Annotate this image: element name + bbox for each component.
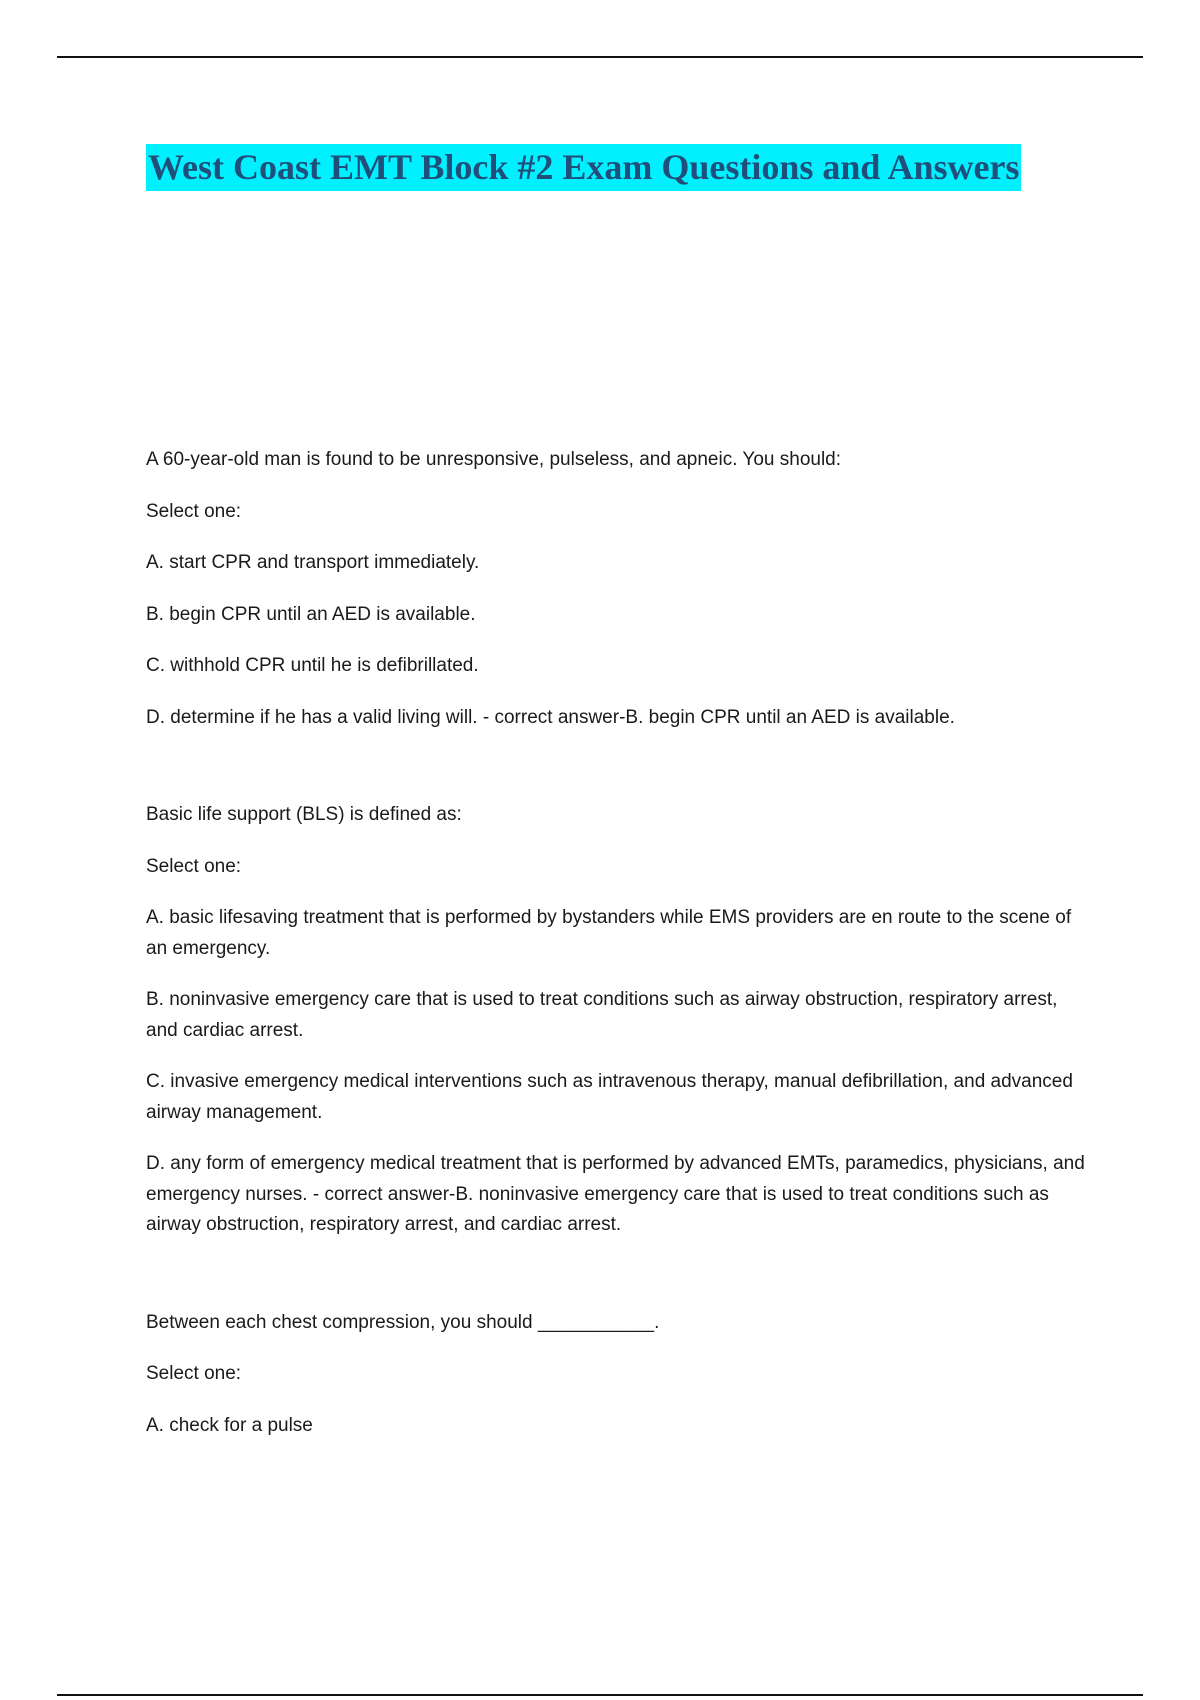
question-prompt: Between each chest compression, you should ___________. (146, 1311, 660, 1333)
question-prompt: Basic life support (BLS) is defined as: (146, 804, 462, 825)
question-list (146, 445, 1086, 1441)
answer-option: C. withhold CPR until he is defibrillated. (146, 655, 479, 676)
answer-option: A. check for a pulse (146, 1414, 313, 1436)
answer-option: C. invasive emergency medical interventions such as intravenous therapy, manual defibrillation, and advanced airway management. (146, 1071, 1073, 1123)
question-instruction: Select one: (146, 500, 242, 522)
answer-option-with-key: D. determine if he has a valid living will. - correct answer-B. begin CPR until an AED is available. (146, 706, 955, 728)
header-rule (57, 56, 1143, 58)
answer-option: B. begin CPR until an AED is available. (146, 603, 476, 625)
answer-option: A. basic lifesaving treatment that is performed by bystanders while EMS providers are en route to the scene of an emergency. (146, 907, 1072, 959)
question-2 (146, 800, 1086, 1241)
question-3 (146, 1308, 1086, 1442)
question-1 (146, 445, 1086, 733)
question-prompt: A 60-year-old man is found to be unresponsive, pulseless, and apneic. You should: (146, 449, 842, 470)
answer-option: A. start CPR and transport immediately. (146, 552, 480, 573)
question-instruction: Select one: (146, 1363, 242, 1384)
question-instruction: Select one: (146, 855, 242, 877)
answer-option: B. noninvasive emergency care that is used to treat conditions such as airway obstruction, respiratory arrest, and cardiac arrest. (146, 989, 1058, 1041)
footer-rule (57, 1694, 1143, 1696)
answer-option-with-key: D. any form of emergency medical treatment that is performed by advanced EMTs, paramedics, physicians, and emergency nurses. - correct answer-B. noninvasive emergency care that is used to treat conditions such as airway obstruction, respiratory arrest, and cardiac arrest. (146, 1153, 1085, 1235)
document-title: West Coast EMT Block #2 Exam Questions and Answers (146, 144, 1021, 191)
